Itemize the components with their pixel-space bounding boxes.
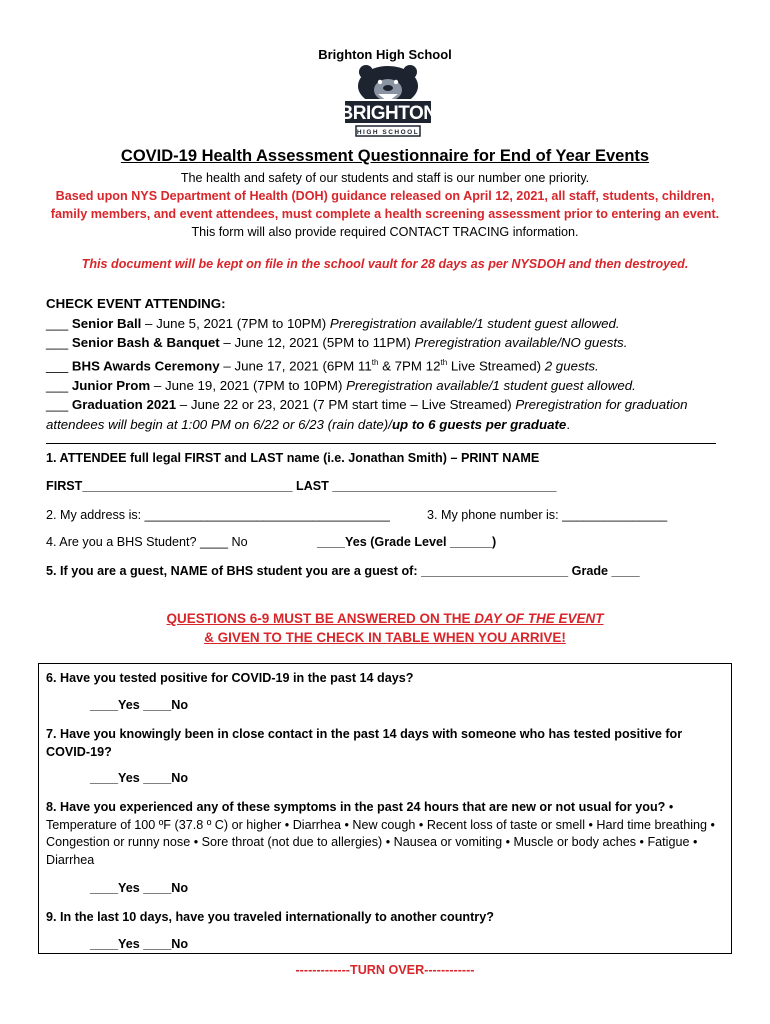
event-date: Live Streamed) bbox=[447, 358, 545, 374]
q1-label: 1. ATTENDEE full legal FIRST and LAST name (i.e. Jonathan Smith) – PRINT NAME bbox=[46, 451, 540, 465]
turn-over-note: -------------TURN OVER------------ bbox=[295, 963, 475, 977]
event-date: – June 19, 2021 (7PM to 10PM) bbox=[150, 377, 347, 393]
student-question: 4. Are you a BHS Student? ____ No bbox=[46, 535, 248, 549]
event-date: – June 17, 2021 (6PM 11 bbox=[219, 358, 372, 374]
event-name: Junior Prom bbox=[71, 377, 151, 393]
event-date: – June 22 or 23, 2021 (7 PM start time – Live Streamed) bbox=[176, 397, 516, 413]
school-name: Brighton High School bbox=[318, 47, 452, 62]
logo-text: BRIGHTON bbox=[340, 103, 436, 124]
contact-tracing-text: This form will also provide required CONTACT TRACING information. bbox=[191, 225, 579, 239]
doh-guidance-text: Based upon NYS Department of Health (DOH) guidance released on April 12, 2021, all staff, students, children, family members, and event attendees, must complete a health screening assessment prior to entering an event. bbox=[50, 189, 720, 221]
student-no-field[interactable] bbox=[46, 535, 248, 549]
event-name: BHS Awards Ceremony bbox=[71, 358, 220, 374]
heading-text: QUESTIONS 6-9 MUST BE ANSWERED ON THE bbox=[166, 611, 475, 626]
event-name: Senior Bash & Banquet bbox=[71, 335, 220, 351]
event-note: 2 guests. bbox=[544, 358, 599, 374]
question-6: 6. Have you tested positive for COVID-19 in the past 14 days? bbox=[46, 671, 414, 685]
logo-subtext: HIGH SCHOOL bbox=[356, 129, 420, 136]
event-awards-ceremony bbox=[46, 353, 736, 376]
event-note: Preregistration available/1 student guest allowed. bbox=[346, 377, 636, 393]
event-junior-prom bbox=[46, 376, 736, 396]
event-senior-bash bbox=[46, 333, 736, 353]
address-field[interactable]: 2. My address is: ___________________________________ bbox=[46, 508, 390, 522]
event-date: – June 12, 2021 (5PM to 11PM) bbox=[219, 335, 415, 351]
page-title: COVID-19 Health Assessment Questionnaire for End of Year Events bbox=[120, 147, 650, 165]
checkbox-blank[interactable]: ___ bbox=[46, 335, 72, 351]
event-note: Preregistration for graduation attendees will begin at 1:00 PM on 6/22 or 6/23 (rain date)/ bbox=[46, 397, 688, 432]
school-logo bbox=[340, 64, 436, 142]
punctuation: . bbox=[566, 416, 571, 432]
student-yes-field[interactable]: ____Yes (Grade Level ______) bbox=[317, 535, 497, 549]
event-date: & 7PM 12 bbox=[378, 358, 441, 374]
question-7: 7. Have you knowingly been in close contact in the past 14 days with someone who has tested positive for COVID-19? bbox=[46, 727, 683, 759]
heading-text: & GIVEN TO THE CHECK IN TABLE WHEN YOU ARRIVE! bbox=[204, 630, 566, 645]
answer-8[interactable]: ____Yes ____No bbox=[90, 881, 189, 895]
event-senior-ball bbox=[46, 314, 736, 334]
answer-9[interactable]: ____Yes ____No bbox=[90, 937, 189, 951]
checkbox-blank[interactable]: ___ bbox=[46, 315, 72, 331]
answer-6[interactable]: ____Yes ____No bbox=[90, 698, 189, 712]
event-note: Preregistration available/1 student guest allowed. bbox=[329, 315, 620, 331]
checkbox-blank[interactable]: ___ bbox=[46, 377, 72, 393]
vault-note: This document will be kept on file in the school vault for 28 days as per NYSDOH and then destroyed. bbox=[81, 257, 689, 271]
intro-paragraph bbox=[0, 169, 770, 241]
question-9: 9. In the last 10 days, have you traveled internationally to another country? bbox=[46, 910, 494, 924]
event-heading: CHECK EVENT ATTENDING: bbox=[46, 296, 226, 311]
event-date: – June 5, 2021 (7PM to 10PM) bbox=[141, 315, 330, 331]
questions-heading bbox=[0, 609, 770, 647]
name-field[interactable]: FIRST______________________________ LAST ________________________________ bbox=[46, 479, 557, 493]
phone-field[interactable]: 3. My phone number is: _______________ bbox=[427, 508, 668, 522]
question-8 bbox=[46, 799, 716, 869]
answer-7[interactable]: ____Yes ____No bbox=[90, 771, 189, 785]
symptom-list: • Temperature of 100 ºF (37.8 º C) or higher • Diarrhea • New cough • Recent loss of taste or smell • Hard time breathing • Congestion or runny nose • Sore throat (not due to allergies) • Nausea or vomiting • Muscle or body aches • Fatigue • Diarrhea bbox=[46, 800, 715, 867]
heading-emphasis: DAY OF THE EVENT bbox=[474, 611, 604, 626]
checkbox-blank[interactable]: ___ bbox=[46, 397, 72, 413]
event-name: Graduation 2021 bbox=[71, 397, 177, 413]
guest-limit: up to 6 guests per graduate bbox=[391, 416, 567, 432]
intro-line: The health and safety of our students and staff is our number one priority. bbox=[180, 171, 590, 185]
event-note: Preregistration available/NO guests. bbox=[414, 335, 628, 351]
guest-field[interactable]: 5. If you are a guest, NAME of BHS student you are a guest of: _____________________ Grade ____ bbox=[46, 564, 640, 578]
divider bbox=[46, 443, 716, 444]
ordinal-suffix: th bbox=[371, 357, 379, 367]
event-name: Senior Ball bbox=[71, 315, 142, 331]
event-graduation bbox=[46, 395, 736, 434]
event-list bbox=[46, 294, 736, 435]
ordinal-suffix: th bbox=[440, 357, 448, 367]
checkbox-blank[interactable]: ___ bbox=[46, 358, 72, 374]
question-8-text: 8. Have you experienced any of these symptoms in the past 24 hours that are new or not usual for you? bbox=[46, 800, 666, 814]
